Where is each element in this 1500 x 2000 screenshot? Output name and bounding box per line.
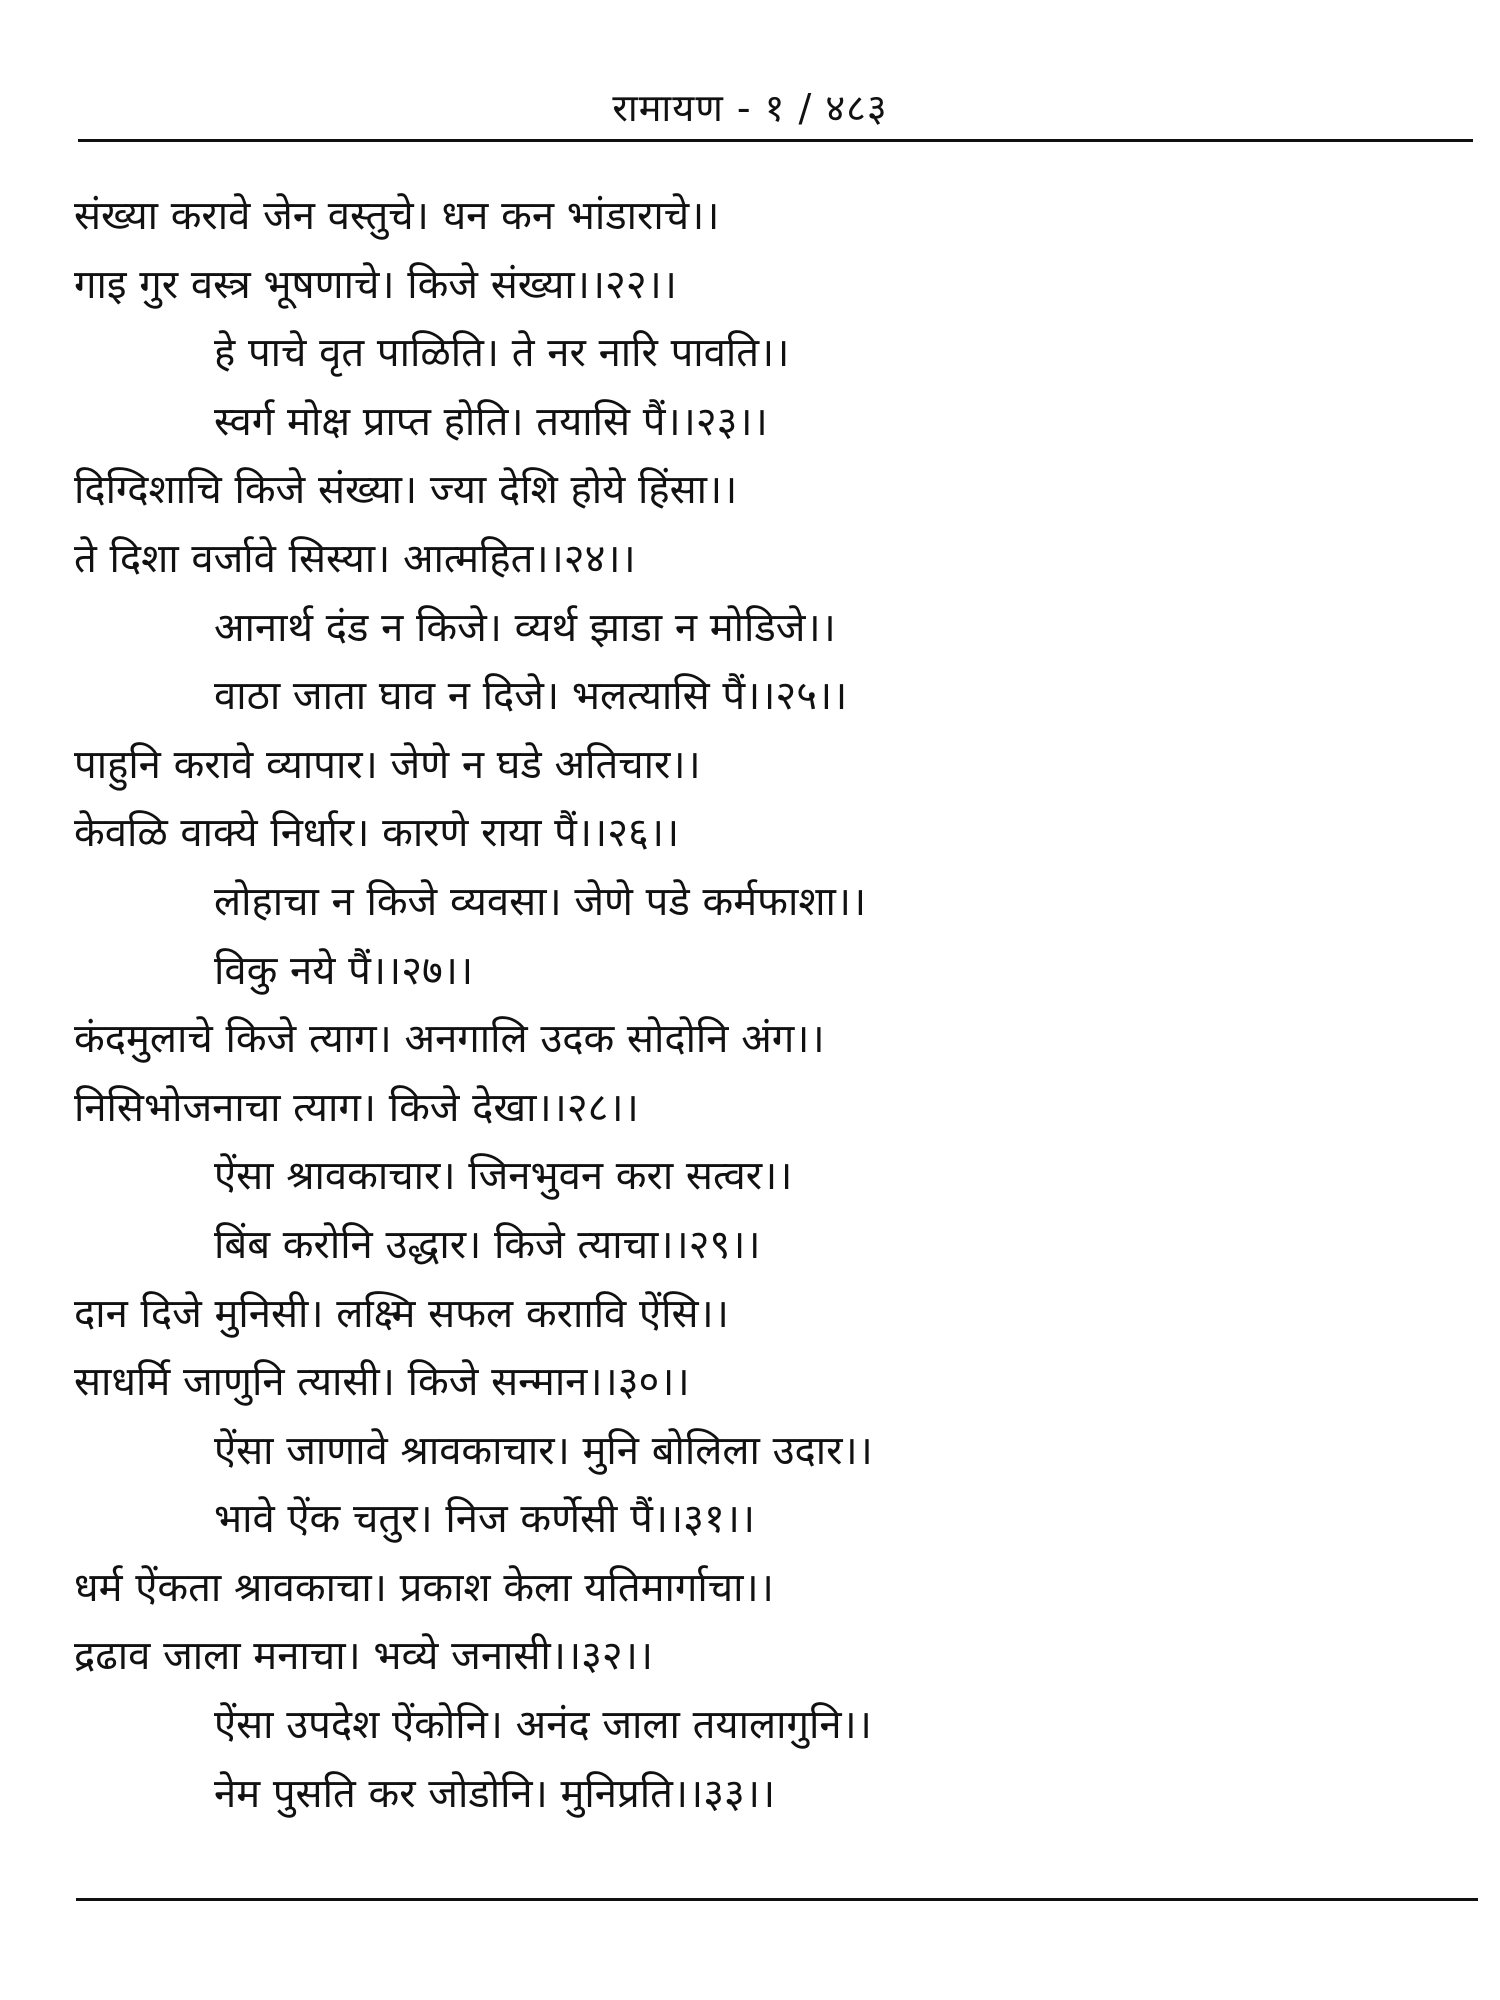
verse-line: विकु नये पैं।।२७।। <box>214 947 474 994</box>
verse-line: केवळि वाक्ये निर्धार। कारणे राया पैं।।२६।। <box>74 810 680 857</box>
verse-line: स्वर्ग मोक्ष प्राप्त होति। तयासि पैं।।२३।। <box>214 398 768 445</box>
verse-line: आनार्थ दंड न किजे। व्यर्थ झाडा न मोडिजे।। <box>214 604 836 651</box>
verse-line: संख्या करावे जेन वस्तुचे। धन कन भांडाराचे।। <box>74 193 720 239</box>
header-divider <box>78 139 1473 142</box>
verse-line: वाठा जाता घाव न दिजे। भलत्यासि पैं।।२५।। <box>214 673 848 720</box>
verse-line: ऐंसा श्रावकाचार। जिनभुवन करा सत्वर।। <box>214 1153 793 1200</box>
verse-line: निसिभोजनाचा त्याग। किजे देखा।।२८।। <box>74 1084 639 1131</box>
verse-line: साधर्मि जाणुनि त्यासी। किजे सन्मान।।३०।। <box>74 1359 690 1406</box>
verse-line: दिग्दिशाचि किजे संख्या। ज्या देशि होये हिंसा।। <box>74 467 738 514</box>
verse-line: ते दिशा वर्जावे सिस्या। आत्महित।।२४।। <box>74 535 636 582</box>
verse-line: बिंब करोनि उद्धार। किजे त्याचा।।२९।। <box>214 1221 761 1268</box>
verse-line: ऐंसा जाणावे श्रावकाचार। मुनि बोलिला उदार।। <box>214 1427 873 1474</box>
verse-line: पाहुनि करावे व्यापार। जेणे न घडे अतिचार।। <box>74 741 701 788</box>
verse-line: हे पाचे वृत पाळिति। ते नर नारि पावति।। <box>214 330 790 377</box>
verse-line: भावे ऐंक चतुर। निज कर्णेसी पैं।।३१।। <box>214 1496 756 1543</box>
verse-line: दान दिजे मुनिसी। लक्ष्मि सफल कराावि ऐंसि।। <box>74 1290 729 1337</box>
verse-block <box>74 182 1454 1828</box>
verse-line: द्रढाव जाला मनाचा। भव्ये जनासी।।३२।। <box>74 1633 654 1680</box>
verse-line: लोहाचा न किजे व्यवसा। जेणे पडे कर्मफाशा।। <box>214 878 867 925</box>
verse-line: कंदमुलाचे किजे त्याग। अनगालि उदक सोदोनि अंग।। <box>74 1016 825 1063</box>
page-header: रामायण - १ / ४८३ <box>612 86 888 130</box>
verse-line: ऐंसा उपदेश ऐंकोनि। अनंद जाला तयालागुनि।। <box>214 1702 872 1749</box>
verse-line: नेम पुसति कर जोडोनि। मुनिप्रति।।३३।। <box>214 1770 776 1817</box>
verse-line: गाइ गुर वस्त्र भूषणाचे। किजे संख्या।।२२।। <box>74 261 677 308</box>
footer-divider <box>76 1898 1478 1901</box>
verse-line: धर्म ऐंकता श्रावकाचा। प्रकाश केला यतिमार्गाचा।। <box>74 1564 774 1611</box>
